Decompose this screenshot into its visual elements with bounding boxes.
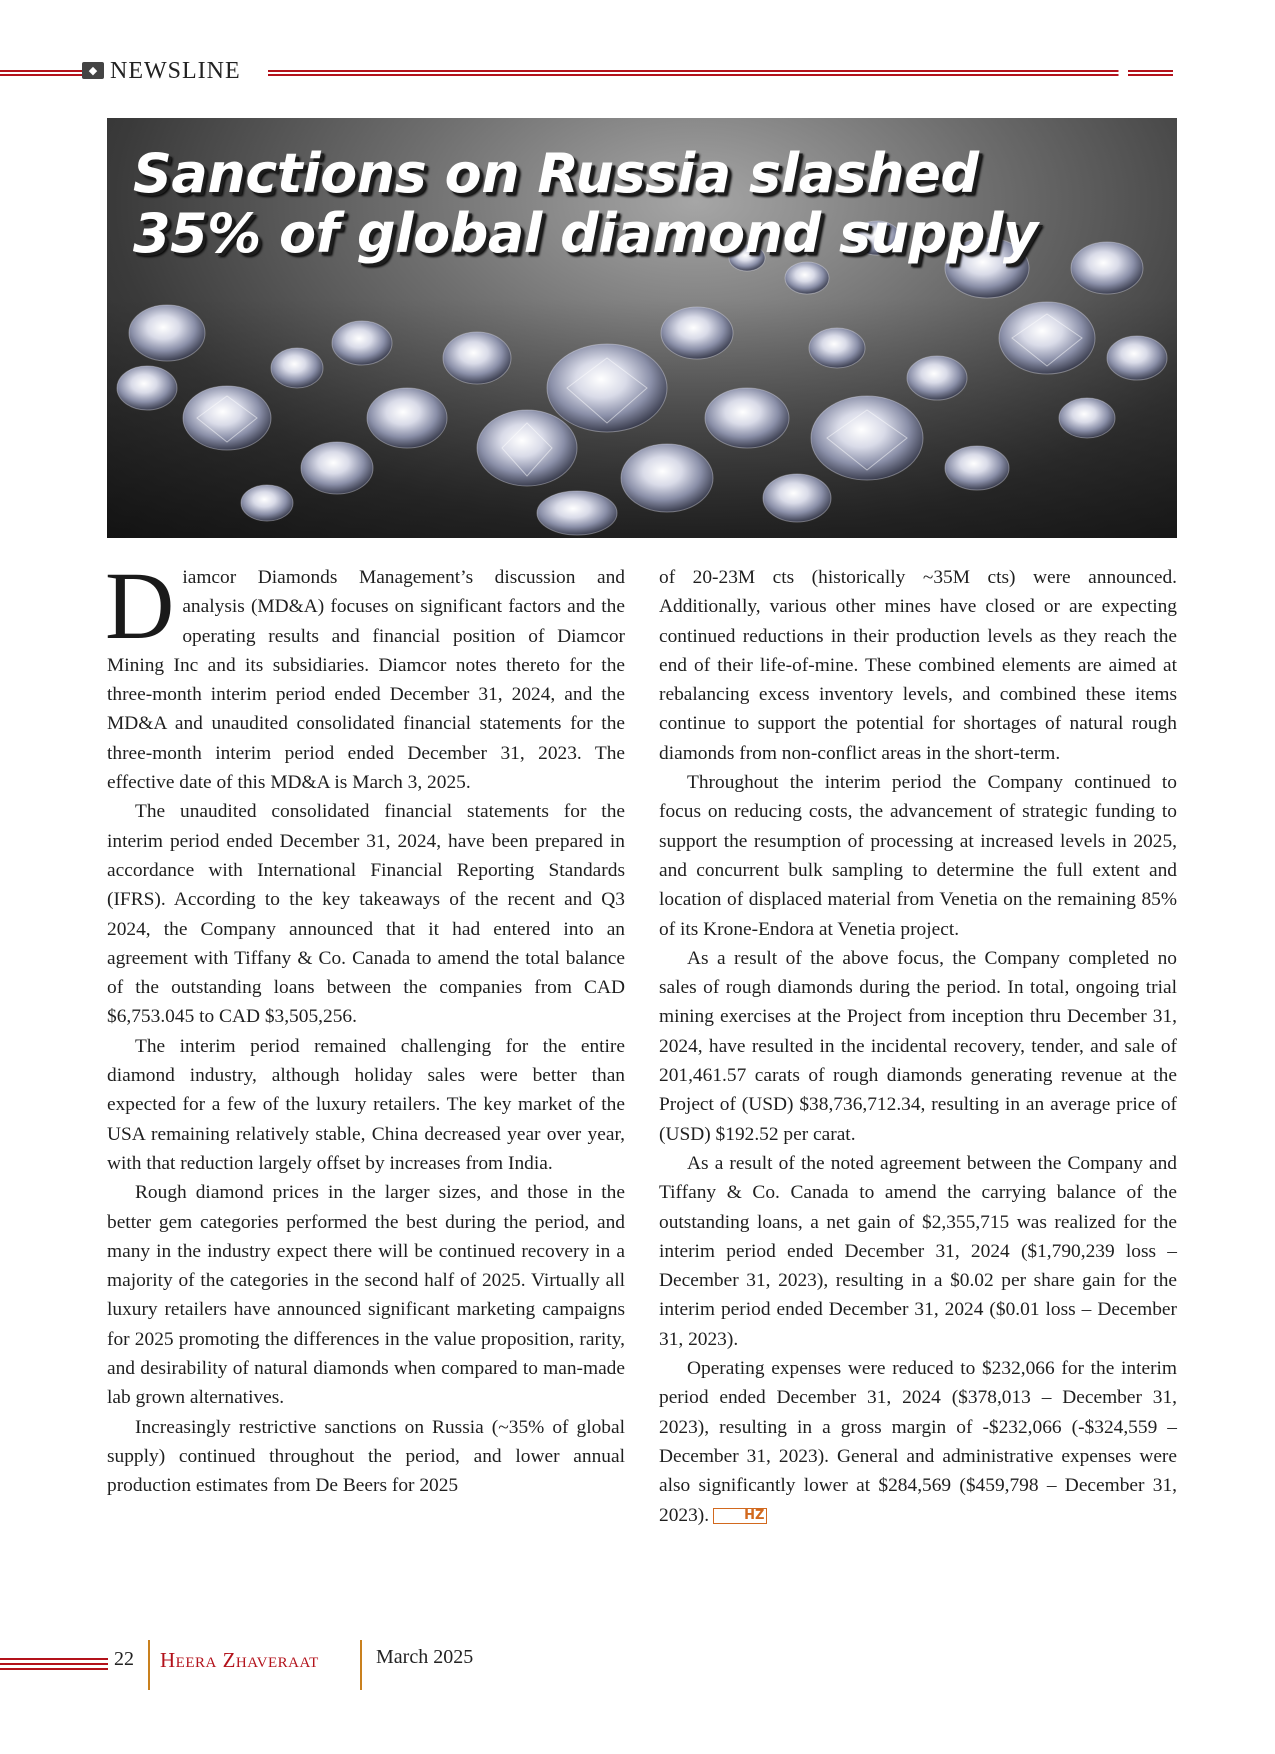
- article-column-right: [659, 563, 1177, 1530]
- article-paragraph: [659, 1354, 1177, 1530]
- article-paragraph-continued: of 20-23M cts (historically ~35M cts) were announced. Additionally, various other mines have closed or are expecting continued reductions in their production levels as they reach the end of their life-of-mine. These combined elements are aimed at rebalancing excess inventory levels, and combined these items continue to support the potential for shortages of natural rough diamonds from non-conflict areas in the short-term.: [659, 567, 1177, 764]
- end-mark-icon: HZ: [713, 1508, 767, 1524]
- article-paragraph: Increasingly restrictive sanctions on Russia (~35% of global supply) continued throughout the period, and lower annual production estimates from De Beers for 2025: [107, 1416, 625, 1497]
- article-paragraph: The interim period remained challenging for the entire diamond industry, although holiday sales were better than expected for a few of the luxury retailers. The key market of the USA remaining relatively stable, China decreased year over year, with that reduction largely offset by increases from India.: [107, 1035, 625, 1174]
- header-rule-left: [0, 70, 82, 78]
- article-column-left: [105, 552, 625, 1501]
- hero-image: [107, 118, 1177, 538]
- paragraph-text: Operating expenses were reduced to $232,066 for the interim period ended December 31, 2024 ($378,013 – December 31, 2023), resulting in a gross margin of -$232,066 (-$324,559 – December 31, 2023). General and administrative expenses were also significantly lower at $284,569 ($459,798 – December 31, 2023).: [659, 1358, 1177, 1526]
- footer-rule: [0, 1658, 108, 1673]
- issue-date: March 2025: [376, 1646, 474, 1668]
- footer-divider: [148, 1640, 150, 1690]
- footer-divider: [360, 1640, 362, 1690]
- header-rule-right: [268, 70, 1173, 78]
- section-header: [0, 58, 1275, 88]
- page-footer: [0, 1640, 1275, 1700]
- article-paragraph: Rough diamond prices in the larger sizes, and those in the better gem categories performed the best during the period, and many in the industry expect there will be continued recovery in a majority of the categories in the second half of 2025. Virtually all luxury retailers have announced significant marketing campaigns for 2025 promoting the differences in the value proposition, rarity, and desirability of natural diamonds when compared to man-made lab grown alternatives.: [107, 1182, 625, 1409]
- article-paragraph: Throughout the interim period the Company continued to focus on reducing costs, the advancement of strategic funding to support the resumption of processing at increased levels in 2025, and concurrent bulk sampling to determine the full extent and location of displaced material from Venetia on the remaining 85% of its Krone-Endora at Venetia project.: [659, 772, 1177, 940]
- magazine-name: Heera Zhaveraat: [160, 1648, 319, 1672]
- article-paragraph: [105, 552, 625, 797]
- article-headline: [133, 144, 1133, 264]
- drop-cap: D: [105, 552, 175, 659]
- paragraph-text: iamcor Diamonds Management’s discussion and analysis (MD&A) focuses on significant factors and the operating results and financial position of Diamcor Mining Inc and its subsidiaries. Diamcor notes thereto for the three-month interim period ended December 31, 2024, and the MD&A and unaudited consolidated financial statements for the three-month interim period ended December 31, 2023. The effective date of this MD&A is March 3, 2025.: [107, 567, 625, 794]
- headline-line-1: Sanctions on Russia slashed: [133, 142, 979, 205]
- page-number: 22: [114, 1648, 134, 1670]
- newsline-emblem-icon: ◆: [82, 62, 104, 79]
- headline-line-2: 35% of global diamond supply: [133, 202, 1038, 265]
- article-paragraph: The unaudited consolidated financial statements for the interim period ended December 31, 2024, have been prepared in accordance with International Financial Reporting Standards (IFRS). According to the key takeaways of the recent and Q3 2024, the Company announced that it had entered into an agreement with Tiffany & Co. Canada to amend the total balance of the outstanding loans between the companies from CAD $6,753.045 to CAD $3,505,256.: [107, 801, 625, 1028]
- article-paragraph: As a result of the above focus, the Company completed no sales of rough diamonds during the period. In total, ongoing trial mining exercises at the Project from inception thru December 31, 2024, have resulted in the incidental recovery, tender, and sale of 201,461.57 carats of rough diamonds generating revenue at the Project of (USD) $38,736,712.34, resulting in an average price of (USD) $192.52 per carat.: [659, 947, 1177, 1145]
- section-label: NEWSLINE: [110, 58, 241, 84]
- article-paragraph: As a result of the noted agreement between the Company and Tiffany & Co. Canada to amend the carrying balance of the outstanding loans, a net gain of $2,355,715 was realized for the interim period ended December 31, 2024 ($1,790,239 loss – December 31, 2023), resulting in a $0.02 per share gain for the interim period ended December 31, 2024 ($0.01 loss – December 31, 2023).: [659, 1152, 1177, 1350]
